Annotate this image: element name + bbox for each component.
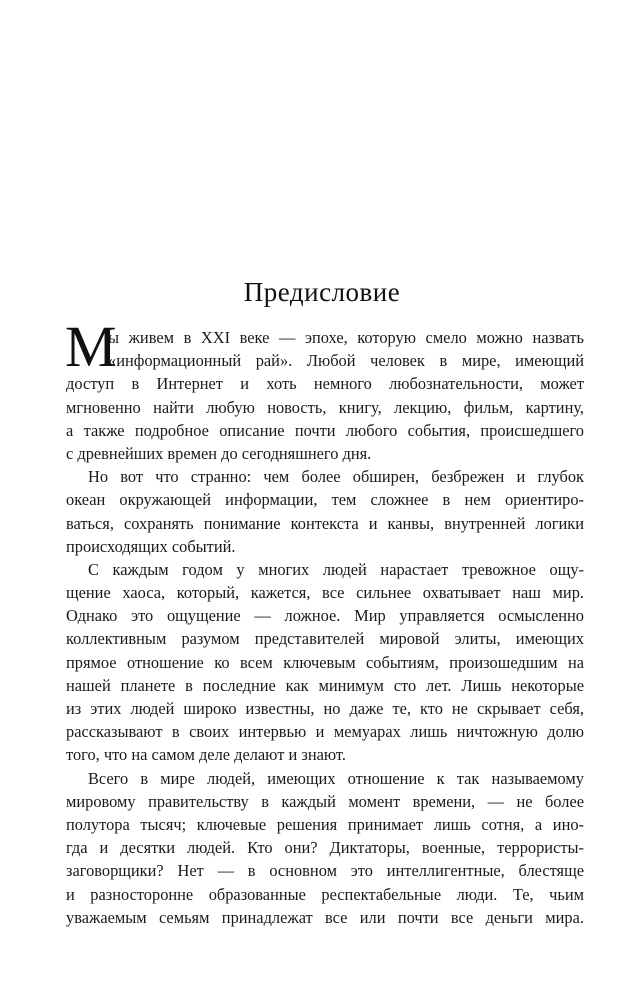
- text-line: полутора тысяч; ключевые решения принимает лишь сотня, а ино-: [66, 814, 584, 834]
- text-line: гда и десятки людей. Кто они? Диктаторы, военные, террористы-: [66, 838, 584, 858]
- text-line: доступ в Интернет и хоть немного любознательности, может: [66, 374, 584, 394]
- text-line: того, что на самом деле делают и знают.: [66, 745, 346, 765]
- second-paragraph: [66, 465, 584, 558]
- text-line: а также подробное описание почти любого события, происшедшего: [66, 420, 584, 440]
- text-line: океан окружающей информации, тем сложнее в нем ориентиро-: [66, 490, 584, 510]
- third-paragraph: [66, 558, 584, 767]
- text-line: из этих людей широко известны, но даже те, кто не скрывает себя,: [66, 699, 584, 718]
- fourth-paragraph: [66, 767, 584, 929]
- text-line: и разносторонне образованные респектабельные люди. Те, чьим: [66, 884, 584, 904]
- first-paragraph: [65, 314, 584, 465]
- text-line: Но вот что странно: чем более обширен, безбрежен и глубок: [88, 467, 584, 487]
- text-line: Однако это ощущение — ложное. Мир управляется осмысленно: [66, 606, 584, 626]
- text-line: с древнейших времен до сегодняшнего дня.: [66, 443, 372, 463]
- text-line: щение хаоса, который, кажется, все сильнее охватывает наш мир.: [66, 583, 584, 603]
- chapter-title: Предисловие: [243, 277, 401, 307]
- text-line: нашей планете в последние как минимум сто лет. Лишь некоторые: [66, 675, 584, 695]
- text-line: коллективным разумом представителей мировой элиты, имеющих: [66, 629, 584, 649]
- text-line: прямое отношение ко всем ключевым событиям, произошедшим на: [66, 652, 584, 672]
- text-line: мировому правительству в каждый момент времени, — не более: [66, 791, 584, 811]
- text-line: уважаемым семьям принадлежат все или почти все деньги мира.: [66, 907, 584, 927]
- text-line: ы живем в XXI веке — эпохе, которую смело можно назвать: [108, 328, 584, 347]
- drop-cap: М: [65, 314, 117, 379]
- text-line: С каждым годом у многих людей нарастает тревожное ощу-: [88, 559, 584, 579]
- text-line: заговорщики? Нет — в основном это интеллигентные, блестяще: [66, 861, 584, 881]
- text-line: ваться, сохранять понимание контекста и канвы, внутренней логики: [66, 513, 584, 533]
- text-line: «информационный рай». Любой человек в мире, имеющий: [108, 351, 584, 371]
- text-line: мгновенно найти любую новость, книгу, лекцию, фильм, картину,: [66, 397, 584, 417]
- body-text: [65, 314, 584, 929]
- text-line: происходящих событий.: [66, 536, 236, 556]
- text-line: Всего в мире людей, имеющих отношение к так называемому: [88, 768, 584, 788]
- text-line: рассказывают в своих интервью и мемуарах лишь ничтожную долю: [66, 722, 584, 742]
